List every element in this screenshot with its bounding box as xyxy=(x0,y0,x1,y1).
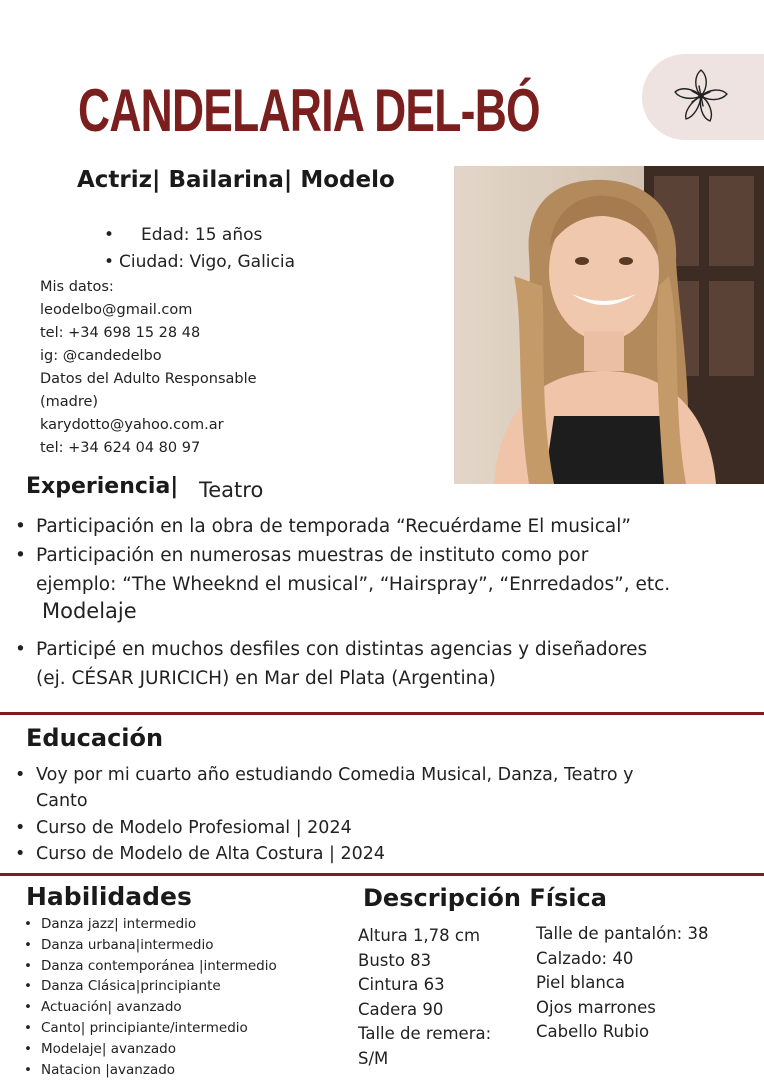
list-item: • Actuación| avanzado xyxy=(22,997,277,1018)
roles-subtitle: Actriz| Bailarina| Modelo xyxy=(77,167,395,193)
theatre-list xyxy=(12,512,631,570)
physical-title: Descripción Física xyxy=(363,884,607,912)
list-item: • Participé en muchos desfiles con distintas agencias y diseñadores xyxy=(12,635,647,664)
physical-item: Busto 83 xyxy=(358,950,432,970)
list-item: • Curso de Modelo Profesiomal | 2024 xyxy=(12,815,385,841)
section-divider xyxy=(0,873,764,876)
physical-item: Ojos marrones xyxy=(536,997,656,1017)
contact-block xyxy=(40,276,257,460)
section-divider xyxy=(0,712,764,715)
physical-item: Piel blanca xyxy=(536,973,625,992)
candidate-name: CANDELARIA DEL-BÓ xyxy=(78,77,540,144)
education-list xyxy=(12,762,633,788)
profile-photo xyxy=(454,166,764,484)
contact-instagram: ig: @candedelbo xyxy=(40,348,162,364)
modeling-list xyxy=(12,635,647,664)
skills-title: Habilidades xyxy=(26,882,192,911)
physical-col-2 xyxy=(536,922,708,1045)
contact-email: leodelbo@gmail.com xyxy=(40,302,193,318)
physical-item: Talle de remera: xyxy=(358,1024,492,1043)
physical-item: Cadera 90 xyxy=(358,999,444,1019)
personal-info-list xyxy=(104,222,295,276)
list-item: • Danza Clásica|principiante xyxy=(22,976,277,997)
list-item: • Participación en numerosas muestras de instituto como por xyxy=(12,541,631,570)
list-item: • Modelaje| avanzado xyxy=(22,1039,277,1060)
flower-icon xyxy=(670,66,732,128)
list-item: • Voy por mi cuarto año estudiando Comedia Musical, Danza, Teatro y xyxy=(12,762,633,788)
contact-phone: tel: +34 698 15 28 48 xyxy=(40,325,201,341)
modeling-item-continuation: (ej. CÉSAR JURICICH) en Mar del Plata (Argentina) xyxy=(36,668,496,689)
guardian-email: karydotto@yahoo.com.ar xyxy=(40,417,224,433)
education-item-continuation: Canto xyxy=(36,791,88,811)
theatre-subtitle: Teatro xyxy=(199,478,264,502)
physical-item: Cabello Rubio xyxy=(536,1022,650,1041)
physical-item: Calzado: 40 xyxy=(536,948,634,968)
physical-item: Altura 1,78 cm xyxy=(358,926,481,945)
education-title: Educación xyxy=(26,724,164,752)
guardian-heading: Datos del Adulto Responsable xyxy=(40,371,257,387)
physical-item: Talle de pantalón: 38 xyxy=(536,924,709,943)
skills-list xyxy=(22,914,277,1080)
contact-heading: Mis datos: xyxy=(40,279,114,295)
flower-badge xyxy=(642,54,764,140)
education-list-courses xyxy=(12,815,385,867)
experience-title: Experiencia| xyxy=(26,474,179,499)
list-item: • Participación en la obra de temporada “Recuérdame El musical” xyxy=(12,512,631,541)
list-item: • Danza urbana|intermedio xyxy=(22,935,277,956)
age-item: • Edad: 15 años xyxy=(104,222,295,249)
city-item: • Ciudad: Vigo, Galicia xyxy=(104,249,295,276)
physical-col-1 xyxy=(358,924,491,1071)
list-item: • Danza contemporánea |intermedio xyxy=(22,956,277,977)
modeling-subtitle: Modelaje xyxy=(42,599,137,623)
list-item: • Danza jazz| intermedio xyxy=(22,914,277,935)
list-item: • Curso de Modelo de Alta Costura | 2024 xyxy=(12,841,385,867)
physical-item: Cintura 63 xyxy=(358,975,445,994)
theatre-item-continuation: ejemplo: “The Wheeknd el musical”, “Hairspray”, “Enrredados”, etc. xyxy=(36,574,671,595)
list-item: • Canto| principiante/intermedio xyxy=(22,1018,277,1039)
guardian-relation: (madre) xyxy=(40,394,99,410)
physical-item: S/M xyxy=(358,1048,389,1068)
guardian-phone: tel: +34 624 04 80 97 xyxy=(40,440,201,456)
list-item: • Natacion |avanzado xyxy=(22,1060,277,1080)
